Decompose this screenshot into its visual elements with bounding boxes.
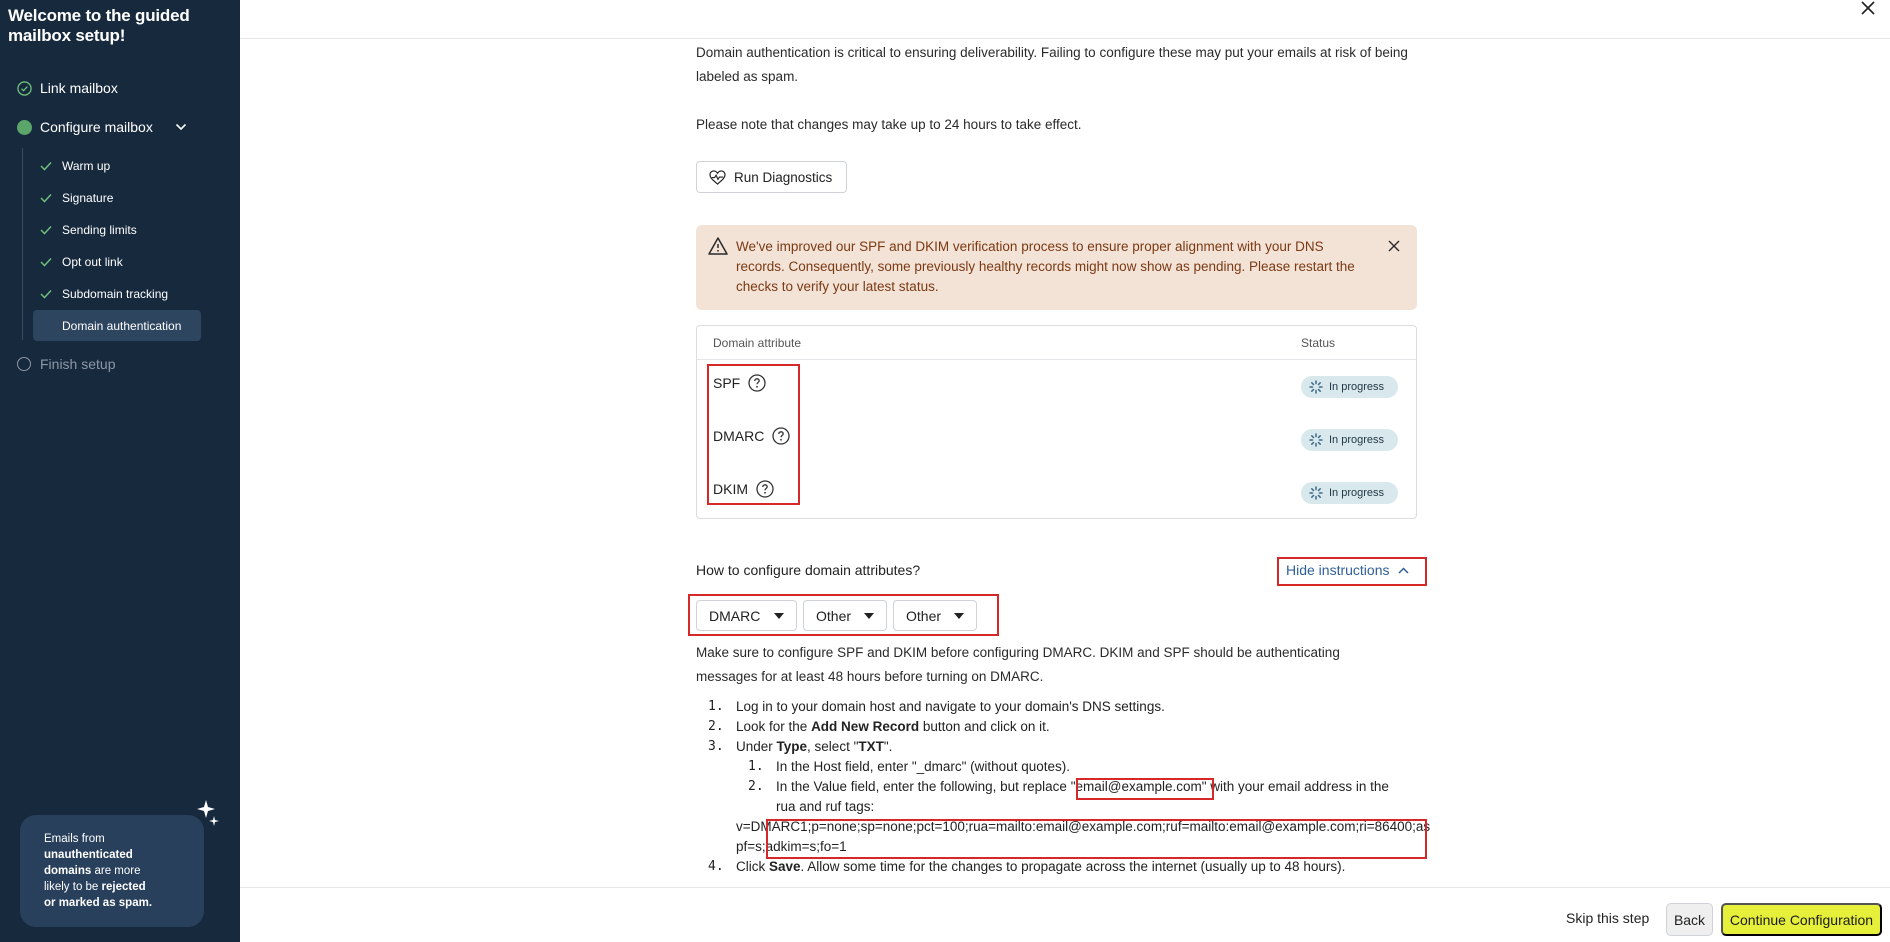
substep-sending-limits[interactable] <box>40 220 137 240</box>
attribute-name: DMARC <box>713 428 765 444</box>
list-item: 1. In the Host field, enter "_dmarc" (without quotes). <box>748 759 1070 774</box>
list-item: 1. Log in to your domain host and navigate to your domain's DNS settings. <box>708 699 1165 714</box>
chevron-down-icon[interactable] <box>175 123 187 131</box>
hide-instructions-button[interactable]: Hide instructions <box>1286 562 1409 578</box>
check-icon <box>40 257 54 267</box>
highlight-attribute-names <box>707 364 800 505</box>
check-icon <box>40 193 54 203</box>
list-item: 4. Click Save. Allow some time for the changes to propagate across the internet (usually up to 48 hours). <box>708 859 1346 874</box>
status-badge: In progress <box>1301 482 1398 504</box>
provider-dropdown[interactable]: Other <box>803 600 887 631</box>
loading-spinner-icon <box>1309 486 1323 500</box>
loading-spinner-icon <box>1309 380 1323 394</box>
substep-opt-out-link[interactable] <box>40 252 123 272</box>
step-configure-mailbox[interactable] <box>16 119 187 135</box>
howto-heading: How to configure domain attributes? <box>696 562 921 578</box>
check-icon <box>40 225 54 235</box>
header-divider <box>240 38 1890 39</box>
step-label: Finish setup <box>40 356 116 372</box>
attribute-name: DKIM <box>713 481 748 497</box>
dmarc-value-record: v=DMARC1;p=none;sp=none;pct=100;rua=mailto:email@example.com;ruf=mailto:email@example.com;ri=86400;aspf=s;adkim=s;fo=1 <box>736 819 1431 854</box>
close-alert-icon[interactable] <box>1388 239 1404 255</box>
setup-sidebar <box>0 0 240 942</box>
check-icon <box>40 289 54 299</box>
host-dropdown[interactable]: Other <box>893 600 977 631</box>
dmarc-description: Make sure to configure SPF and DKIM before configuring DMARC. DKIM and SPF should be authenticating messages for at least 48 hours before turning on DMARC. <box>696 645 1340 684</box>
propagation-note: Please note that changes may take up to 24 hours to take effect. <box>696 117 1082 132</box>
substep-subdomain-tracking[interactable] <box>40 284 168 304</box>
skip-step-button[interactable]: Skip this step <box>1566 910 1650 926</box>
run-diagnostics-label: Run Diagnostics <box>734 169 833 185</box>
substep-label: Warm up <box>62 159 111 173</box>
warning-icon <box>708 237 728 260</box>
email-placeholder-text: "email@example.com" <box>1070 779 1207 794</box>
close-icon[interactable] <box>1861 1 1877 17</box>
step-label: Configure mailbox <box>40 119 153 135</box>
check-circle-icon <box>16 80 32 96</box>
attribute-type-dropdown[interactable]: DMARC <box>696 600 797 631</box>
alert-message: We've improved our SPF and DKIM verification process to ensure proper alignment with your DNS records. Consequently, some previously healthy records might now show as pending. Please restart the checks to verify your latest status. <box>736 239 1355 294</box>
back-button[interactable]: Back <box>1666 903 1713 936</box>
domain-attributes-table <box>696 325 1417 519</box>
continue-configuration-button[interactable]: Continue Configuration <box>1721 903 1882 936</box>
list-item: 2. In the Value field, enter the following, but replace "email@example.com" with your email address in the rua and ruf tags: <box>748 779 1389 814</box>
substep-connector <box>22 148 23 340</box>
substep-label: Signature <box>62 191 114 205</box>
step-finish-setup[interactable] <box>16 356 115 372</box>
status-badge: In progress <box>1301 429 1398 451</box>
header-divider <box>697 359 1416 360</box>
substep-label: Domain authentication <box>62 318 182 333</box>
check-icon <box>40 161 54 171</box>
column-header-attribute: Domain attribute <box>713 336 802 350</box>
step-link-mailbox[interactable] <box>16 80 118 96</box>
substep-domain-authentication[interactable] <box>33 310 201 341</box>
step-label: Link mailbox <box>40 80 118 96</box>
highlight-dmarc-value <box>766 819 1427 859</box>
intro-text: Domain authentication is critical to ensuring deliverability. Failing to configure these may put your emails at risk of being labeled as spam. <box>696 45 1408 84</box>
highlight-dropdowns <box>688 594 999 636</box>
empty-circle-icon <box>16 356 32 372</box>
substep-signature[interactable] <box>40 188 113 208</box>
footer-divider <box>240 887 1890 888</box>
highlight-hide-instructions <box>1277 557 1427 586</box>
verification-alert <box>696 225 1417 310</box>
run-diagnostics-button[interactable] <box>696 161 847 193</box>
substep-label: Subdomain tracking <box>62 287 169 301</box>
highlight-email-placeholder <box>1076 778 1214 800</box>
column-header-status: Status <box>1301 336 1336 350</box>
sidebar-title: Welcome to the guided mailbox setup! <box>8 6 190 45</box>
list-item: 2. Look for the Add New Record button and click on it. <box>708 719 1050 734</box>
substep-label: Sending limits <box>62 223 137 237</box>
list-item: 3. Under Type, select "TXT". <box>708 739 893 754</box>
substep-label: Opt out link <box>62 255 123 269</box>
attribute-name: SPF <box>713 375 741 391</box>
status-badge: In progress <box>1301 376 1398 398</box>
spam-warning-tip: Emails from unauthenticated domains are more likely to be rejected or marked as spam. <box>20 815 204 927</box>
heartbeat-icon <box>709 170 726 185</box>
active-step-dot-icon <box>16 119 32 135</box>
loading-spinner-icon <box>1309 433 1323 447</box>
substep-warm-up[interactable] <box>40 156 110 176</box>
